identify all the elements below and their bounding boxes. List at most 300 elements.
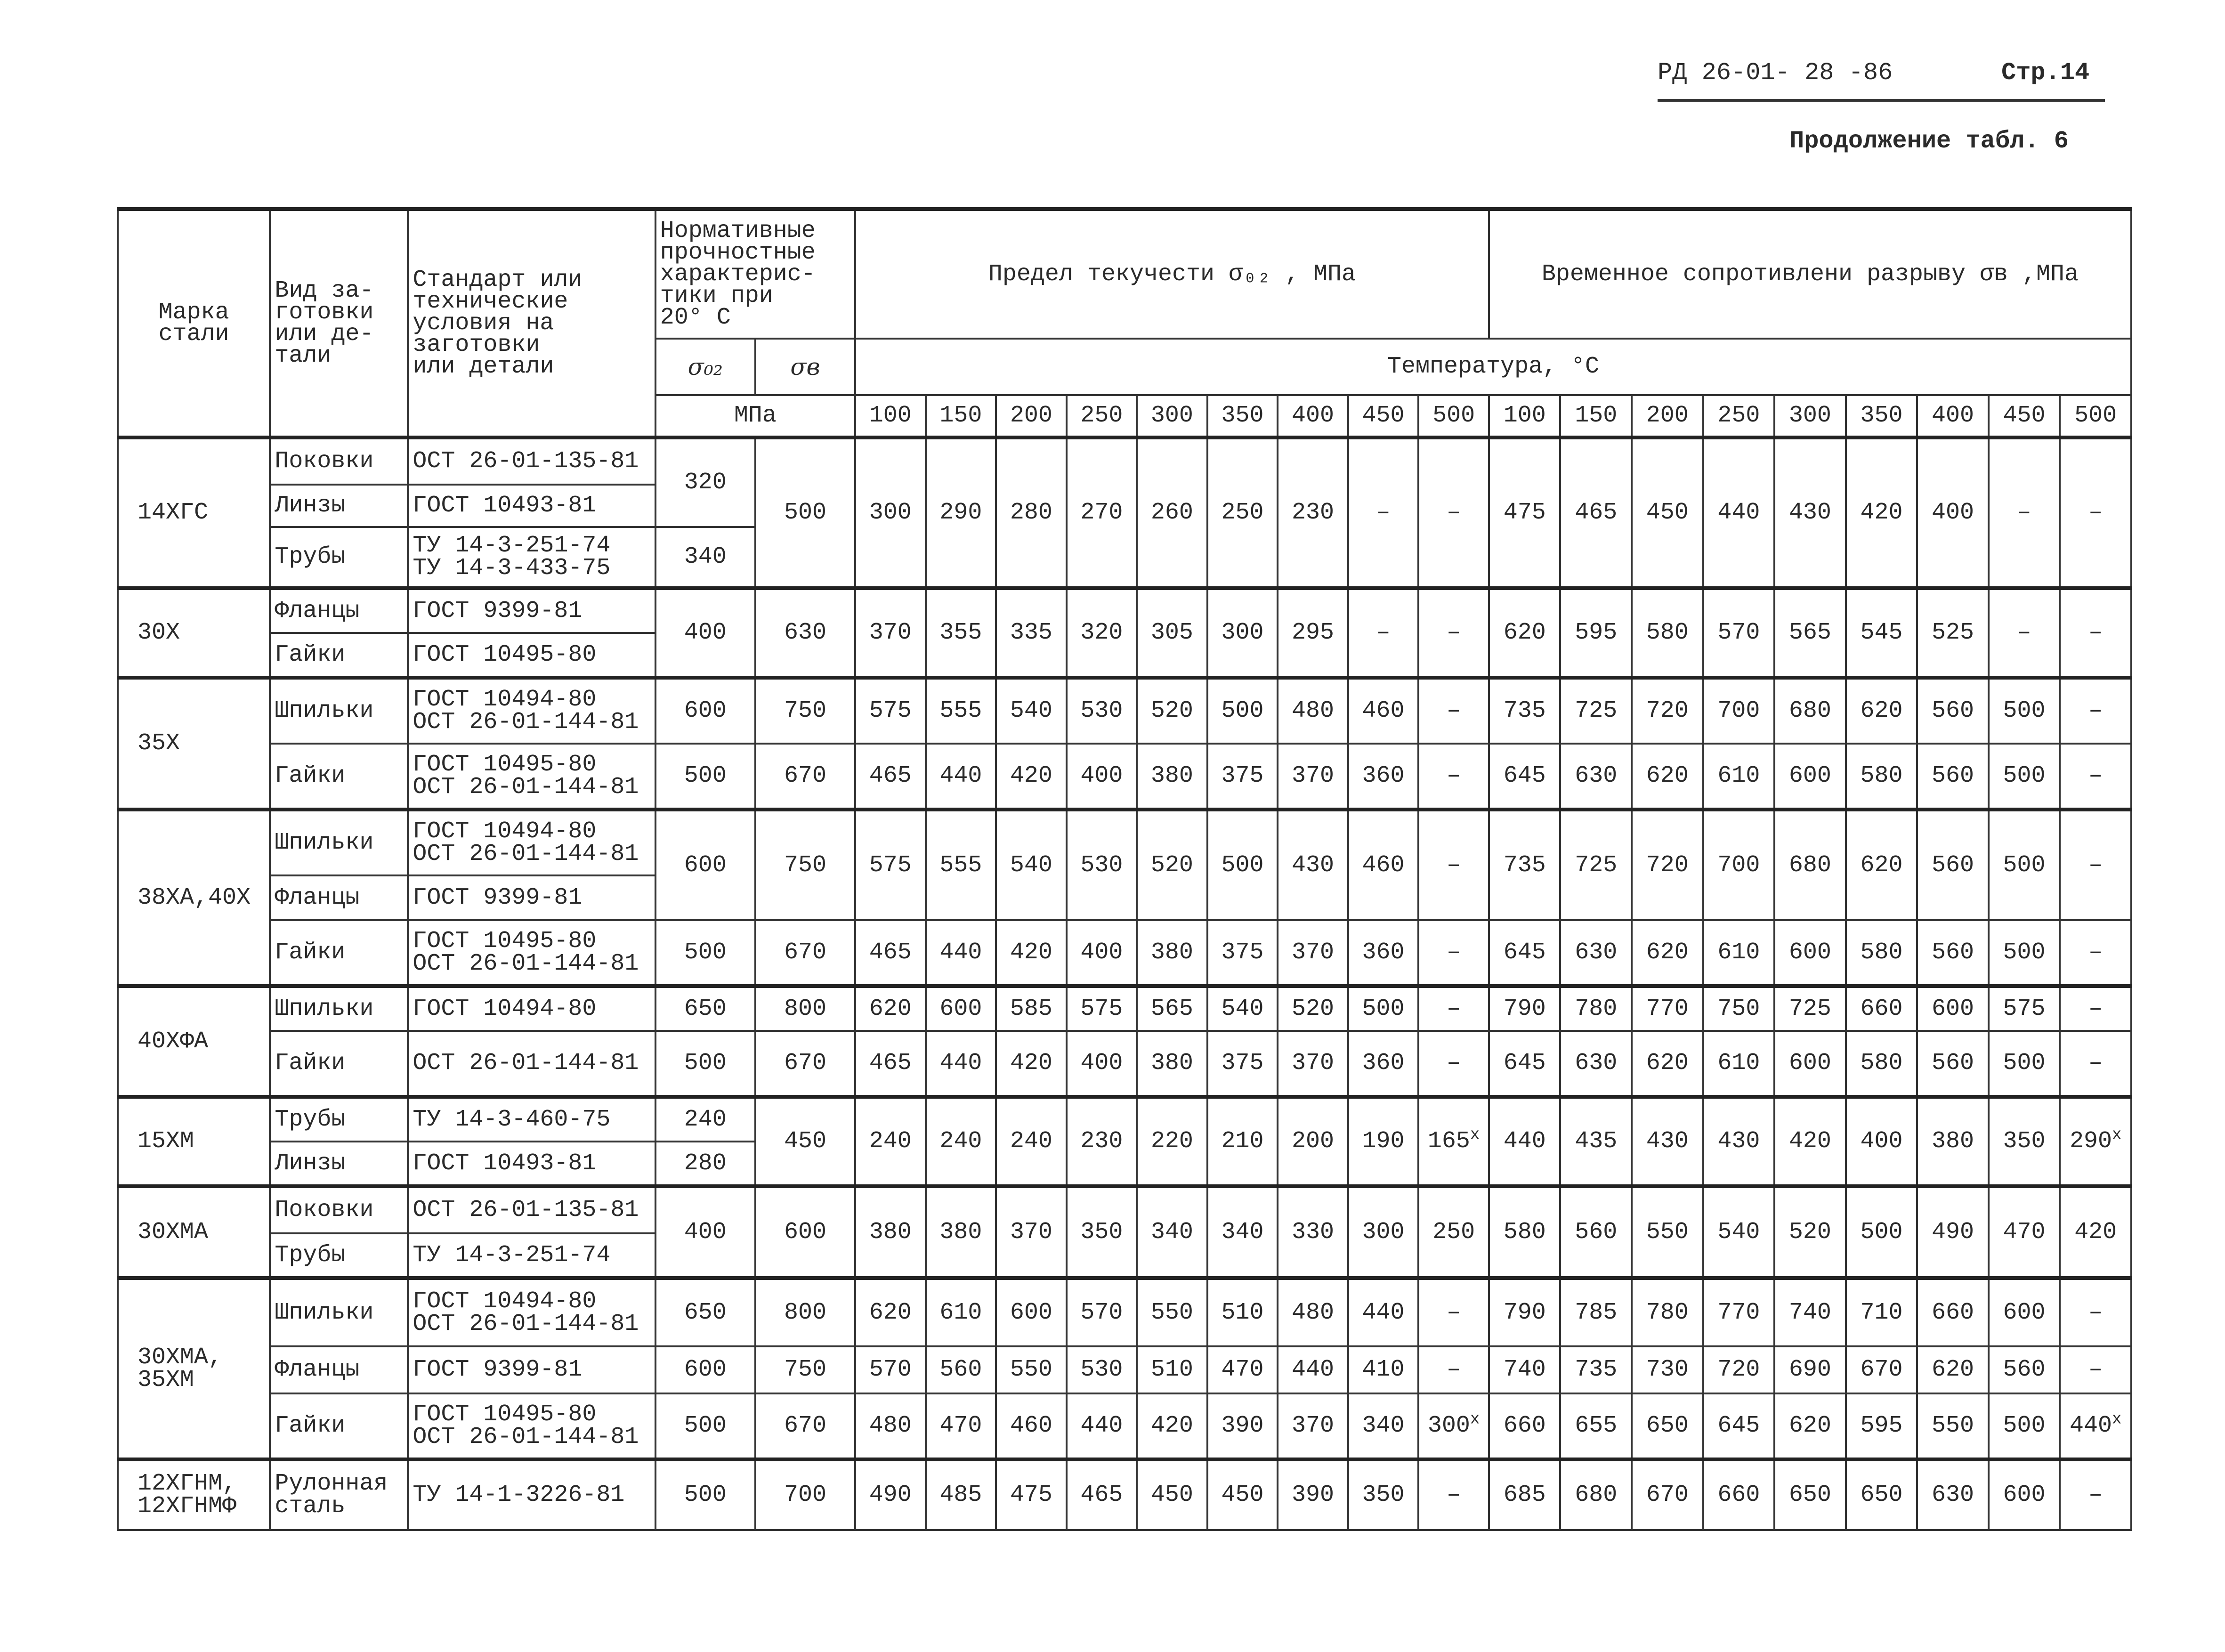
yield-value: – <box>1418 1459 1489 1530</box>
tensile-value: 600 <box>1774 920 1846 986</box>
tensile-value: 430 <box>1703 1097 1775 1186</box>
yield-value: 280 <box>996 437 1067 588</box>
value-text: 165 <box>1427 1128 1470 1155</box>
yield-value: 480 <box>1278 678 1348 744</box>
table-row <box>118 986 2131 1031</box>
tensile-value: 525 <box>1917 588 1989 678</box>
tensile-value: 630 <box>1560 1031 1632 1097</box>
tensile-value: 575 <box>1989 986 2060 1031</box>
yield-value: 300 <box>1207 588 1278 678</box>
tensile-value: 400 <box>1846 1097 1918 1186</box>
blank-type: Линзы <box>270 1142 408 1186</box>
steel-grade: 15ХМ <box>118 1097 270 1186</box>
norm-sigma02: 650 <box>655 986 755 1031</box>
standard: ГОСТ 10494-80 ОСТ 26-01-144-81 <box>408 678 655 744</box>
table-row <box>118 920 2131 986</box>
yield-value: 470 <box>926 1393 996 1459</box>
table-row <box>118 1459 2131 1530</box>
norm-sigmav: 670 <box>755 1031 855 1097</box>
tensile-value: – <box>2060 678 2131 744</box>
tensile-value: 720 <box>1632 678 1703 744</box>
norm-sigma02: 280 <box>655 1142 755 1186</box>
header-unit: МПа <box>655 395 855 437</box>
tensile-temp-header: 400 <box>1917 395 1989 437</box>
tensile-value: 780 <box>1632 1278 1703 1346</box>
tensile-value: – <box>2060 437 2131 588</box>
tensile-temp-header: 250 <box>1703 395 1775 437</box>
tensile-value: 545 <box>1846 588 1918 678</box>
tensile-value: 790 <box>1489 986 1561 1031</box>
tensile-value: 700 <box>1703 810 1775 920</box>
steel-grade: 12ХГНМ, 12ХГНМФ <box>118 1459 270 1530</box>
tensile-value: 595 <box>1846 1393 1918 1459</box>
yield-temp-header: 400 <box>1278 395 1348 437</box>
standard: ТУ 14-3-251-74 <box>408 1233 655 1278</box>
tensile-value <box>2060 1097 2131 1186</box>
yield-value: – <box>1418 588 1489 678</box>
norm-sigma02: 500 <box>655 1459 755 1530</box>
standard: ГОСТ 10495-80 ОСТ 26-01-144-81 <box>408 744 655 810</box>
tensile-value: 620 <box>1632 920 1703 986</box>
tensile-value: – <box>2060 920 2131 986</box>
norm-sigmav: 700 <box>755 1459 855 1530</box>
tensile-value: 465 <box>1560 437 1632 588</box>
standard: ГОСТ 10493-81 <box>408 1142 655 1186</box>
tensile-value: – <box>2060 1459 2131 1530</box>
yield-value: 555 <box>926 810 996 920</box>
norm-sigma02: 400 <box>655 588 755 678</box>
tensile-value: – <box>2060 1031 2131 1097</box>
yield-value: 370 <box>1278 920 1348 986</box>
yield-value: – <box>1418 986 1489 1031</box>
tensile-value <box>2060 1393 2131 1459</box>
yield-value: – <box>1418 437 1489 588</box>
blank-type: Фланцы <box>270 1346 408 1393</box>
norm-sigmav: 750 <box>755 1346 855 1393</box>
blank-type: Трубы <box>270 1097 408 1142</box>
tensile-value: 500 <box>1989 1393 2060 1459</box>
yield-value: 370 <box>1278 1393 1348 1459</box>
norm-sigma02: 600 <box>655 810 755 920</box>
yield-value: 360 <box>1348 920 1419 986</box>
tensile-value: 770 <box>1703 1278 1775 1346</box>
header-grade: Марка стали <box>118 209 270 437</box>
yield-value: 600 <box>926 986 996 1031</box>
tensile-value: 655 <box>1560 1393 1632 1459</box>
yield-value: 575 <box>855 678 926 744</box>
standard: ГОСТ 10494-80 ОСТ 26-01-144-81 <box>408 810 655 875</box>
tensile-value: 750 <box>1703 986 1775 1031</box>
tensile-value: 560 <box>1989 1346 2060 1393</box>
header-temperature: Температура, °С <box>855 339 2131 395</box>
yield-value: 420 <box>1137 1393 1207 1459</box>
yield-value <box>1418 1097 1489 1186</box>
strength-table <box>117 207 2132 1531</box>
tensile-value: 520 <box>1774 1186 1846 1278</box>
standard: ГОСТ 10495-80 ОСТ 26-01-144-81 <box>408 920 655 986</box>
norm-sigma02: 320 <box>655 437 755 527</box>
standard: ОСТ 26-01-135-81 <box>408 437 655 485</box>
yield-value: 570 <box>855 1346 926 1393</box>
steel-grade: 38ХА,40Х <box>118 810 270 986</box>
tensile-value: – <box>2060 810 2131 920</box>
tensile-value: 500 <box>1989 920 2060 986</box>
header-underline <box>1658 99 2105 102</box>
norm-sigmav: 800 <box>755 1278 855 1346</box>
tensile-value: 420 <box>1774 1097 1846 1186</box>
yield-value: 270 <box>1067 437 1137 588</box>
value-text: 440 <box>2069 1412 2112 1439</box>
standard: ГОСТ 10493-81 <box>408 485 655 527</box>
tensile-temp-header: 500 <box>2060 395 2131 437</box>
yield-value: 295 <box>1278 588 1348 678</box>
yield-value: 465 <box>855 920 926 986</box>
yield-value: 475 <box>996 1459 1067 1530</box>
yield-value: 540 <box>1207 986 1278 1031</box>
tensile-value: 735 <box>1560 1346 1632 1393</box>
standard: ГОСТ 10495-80 ОСТ 26-01-144-81 <box>408 1393 655 1459</box>
tensile-value: 500 <box>1989 1031 2060 1097</box>
yield-value: 360 <box>1348 744 1419 810</box>
norm-sigma02: 500 <box>655 1031 755 1097</box>
tensile-value: 500 <box>1846 1186 1918 1278</box>
yield-value: 480 <box>855 1393 926 1459</box>
tensile-value: 560 <box>1917 1031 1989 1097</box>
yield-value: 560 <box>926 1346 996 1393</box>
yield-value: 510 <box>1207 1278 1278 1346</box>
yield-value: 220 <box>1137 1097 1207 1186</box>
yield-value: 465 <box>855 744 926 810</box>
yield-temp-header: 300 <box>1137 395 1207 437</box>
tensile-value: 630 <box>1917 1459 1989 1530</box>
yield-value: 300 <box>1348 1186 1419 1278</box>
yield-value: – <box>1418 678 1489 744</box>
table-row <box>118 437 2131 485</box>
yield-value: 620 <box>855 986 926 1031</box>
tensile-value: 620 <box>1489 588 1561 678</box>
yield-value: 430 <box>1278 810 1348 920</box>
norm-sigma02: 240 <box>655 1097 755 1142</box>
tensile-temp-header: 350 <box>1846 395 1918 437</box>
yield-value: 240 <box>996 1097 1067 1186</box>
tensile-value: 730 <box>1632 1346 1703 1393</box>
blank-type: Трубы <box>270 1233 408 1278</box>
tensile-value: – <box>2060 744 2131 810</box>
standard: ТУ 14-3-251-74 ТУ 14-3-433-75 <box>408 527 655 588</box>
yield-value: – <box>1348 437 1419 588</box>
yield-value: 400 <box>1067 744 1137 810</box>
yield-value: 420 <box>996 1031 1067 1097</box>
tensile-value: 610 <box>1703 920 1775 986</box>
tensile-value: 620 <box>1632 744 1703 810</box>
yield-value: 380 <box>1137 1031 1207 1097</box>
yield-value: 330 <box>1278 1186 1348 1278</box>
yield-value: 520 <box>1278 986 1348 1031</box>
value-text: 300 <box>1427 1412 1470 1439</box>
yield-value: 585 <box>996 986 1067 1031</box>
tensile-value: 790 <box>1489 1278 1561 1346</box>
table-row <box>118 744 2131 810</box>
footnote-mark: х <box>1470 1410 1480 1429</box>
yield-value: 370 <box>1278 744 1348 810</box>
footnote-mark: х <box>1470 1126 1480 1144</box>
yield-value: 500 <box>1348 986 1419 1031</box>
standard: ГОСТ 10494-80 ОСТ 26-01-144-81 <box>408 1278 655 1346</box>
yield-temp-header: 450 <box>1348 395 1419 437</box>
yield-value: 350 <box>1067 1186 1137 1278</box>
table-row <box>118 678 2131 744</box>
tensile-value: 440 <box>1489 1097 1561 1186</box>
tensile-value: – <box>1989 437 2060 588</box>
tensile-value: – <box>2060 1346 2131 1393</box>
tensile-value: 420 <box>2060 1186 2131 1278</box>
norm-sigmav: 750 <box>755 678 855 744</box>
blank-type: Гайки <box>270 920 408 986</box>
yield-value: 540 <box>996 678 1067 744</box>
yield-value: 555 <box>926 678 996 744</box>
tensile-value: 600 <box>1989 1278 2060 1346</box>
page-number: Стр.14 <box>2001 59 2090 87</box>
blank-type: Фланцы <box>270 588 408 633</box>
tensile-value: 565 <box>1774 588 1846 678</box>
table-continuation-label: Продолжение табл. 6 <box>1789 127 2069 155</box>
tensile-value: 670 <box>1632 1459 1703 1530</box>
yield-value: 530 <box>1067 1346 1137 1393</box>
tensile-value: 435 <box>1560 1097 1632 1186</box>
norm-sigmav: 500 <box>755 437 855 588</box>
yield-value: 440 <box>1278 1346 1348 1393</box>
yield-value: 490 <box>855 1459 926 1530</box>
tensile-value: 650 <box>1846 1459 1918 1530</box>
tensile-value: 620 <box>1846 810 1918 920</box>
yield-value: 570 <box>1067 1278 1137 1346</box>
norm-sigma02: 340 <box>655 527 755 588</box>
yield-value: 380 <box>926 1186 996 1278</box>
yield-value: 450 <box>1207 1459 1278 1530</box>
yield-value: 200 <box>1278 1097 1348 1186</box>
tensile-value: 720 <box>1632 810 1703 920</box>
yield-value: 230 <box>1067 1097 1137 1186</box>
norm-sigma02: 600 <box>655 1346 755 1393</box>
table-row <box>118 1186 2131 1233</box>
tensile-value: 500 <box>1989 744 2060 810</box>
steel-grade: 30Х <box>118 588 270 678</box>
tensile-value: – <box>2060 588 2131 678</box>
norm-sigmav: 600 <box>755 1186 855 1278</box>
yield-value: – <box>1418 1278 1489 1346</box>
steel-grade: 40ХФА <box>118 986 270 1097</box>
yield-value: 530 <box>1067 678 1137 744</box>
yield-value: 250 <box>1207 437 1278 588</box>
yield-temp-header: 500 <box>1418 395 1489 437</box>
yield-value: 500 <box>1207 810 1278 920</box>
tensile-value: 570 <box>1703 588 1775 678</box>
footnote-mark: х <box>2112 1126 2122 1144</box>
tensile-value: 550 <box>1632 1186 1703 1278</box>
tensile-value: 620 <box>1632 1031 1703 1097</box>
tensile-value: 735 <box>1489 678 1561 744</box>
tensile-value: 560 <box>1917 920 1989 986</box>
norm-sigmav: 670 <box>755 744 855 810</box>
yield-value: 460 <box>1348 810 1419 920</box>
yield-value: 480 <box>1278 1278 1348 1346</box>
yield-value: – <box>1418 744 1489 810</box>
yield-value: – <box>1418 1031 1489 1097</box>
yield-temp-header: 350 <box>1207 395 1278 437</box>
tensile-value: 690 <box>1774 1346 1846 1393</box>
yield-value: 380 <box>1137 744 1207 810</box>
blank-type: Гайки <box>270 633 408 678</box>
yield-value: 375 <box>1207 1031 1278 1097</box>
steel-grade: 30ХМА <box>118 1186 270 1278</box>
yield-value: 370 <box>1278 1031 1348 1097</box>
standard: ГОСТ 9399-81 <box>408 1346 655 1393</box>
standard: ГОСТ 10495-80 <box>408 633 655 678</box>
header-norm-props: Нормативные прочностные характерис- тики при 20° С <box>655 209 855 339</box>
tensile-value: 645 <box>1489 744 1561 810</box>
tensile-value: 595 <box>1560 588 1632 678</box>
tensile-value: 685 <box>1489 1459 1561 1530</box>
blank-type: Шпильки <box>270 1278 408 1346</box>
blank-type: Гайки <box>270 1031 408 1097</box>
tensile-value: 740 <box>1774 1278 1846 1346</box>
standard: ОСТ 26-01-135-81 <box>408 1186 655 1233</box>
norm-sigma02: 500 <box>655 744 755 810</box>
yield-value: 550 <box>996 1346 1067 1393</box>
tensile-value: 560 <box>1917 678 1989 744</box>
tensile-temp-header: 300 <box>1774 395 1846 437</box>
value-text: 290 <box>2069 1128 2112 1155</box>
blank-type: Шпильки <box>270 678 408 744</box>
tensile-value: 500 <box>1989 678 2060 744</box>
norm-sigmav: 670 <box>755 1393 855 1459</box>
tensile-value: 580 <box>1489 1186 1561 1278</box>
tensile-value: 560 <box>1917 744 1989 810</box>
tensile-value: 475 <box>1489 437 1561 588</box>
blank-type: Поковки <box>270 437 408 485</box>
standard: ТУ 14-3-460-75 <box>408 1097 655 1142</box>
tensile-value: 680 <box>1560 1459 1632 1530</box>
tensile-value: 400 <box>1917 437 1989 588</box>
yield-value: 360 <box>1348 1031 1419 1097</box>
yield-value: 260 <box>1137 437 1207 588</box>
yield-value: 620 <box>855 1278 926 1346</box>
yield-value: – <box>1418 920 1489 986</box>
tensile-value: 645 <box>1489 1031 1561 1097</box>
yield-value: 355 <box>926 588 996 678</box>
yield-value: – <box>1418 1346 1489 1393</box>
tensile-temp-header: 150 <box>1560 395 1632 437</box>
tensile-value: 770 <box>1632 986 1703 1031</box>
norm-sigma02: 500 <box>655 920 755 986</box>
yield-value: 350 <box>1348 1459 1419 1530</box>
standard: ГОСТ 10494-80 <box>408 986 655 1031</box>
tensile-value: 440 <box>1703 437 1775 588</box>
tensile-value: 380 <box>1917 1097 1989 1186</box>
tensile-value: – <box>2060 986 2131 1031</box>
blank-type: Фланцы <box>270 875 408 920</box>
tensile-value: 740 <box>1489 1346 1561 1393</box>
yield-value: 575 <box>855 810 926 920</box>
yield-value: 530 <box>1067 810 1137 920</box>
tensile-temp-header: 450 <box>1989 395 2060 437</box>
yield-value: 230 <box>1278 437 1348 588</box>
yield-value: 440 <box>1348 1278 1419 1346</box>
tensile-value: 600 <box>1774 744 1846 810</box>
tensile-value: 420 <box>1846 437 1918 588</box>
tensile-value: 470 <box>1989 1186 2060 1278</box>
yield-value: 575 <box>1067 986 1137 1031</box>
tensile-value: 645 <box>1489 920 1561 986</box>
yield-value: 540 <box>996 810 1067 920</box>
yield-value: 550 <box>1137 1278 1207 1346</box>
yield-value: 460 <box>996 1393 1067 1459</box>
tensile-value: 540 <box>1703 1186 1775 1278</box>
tensile-value: 725 <box>1560 678 1632 744</box>
tensile-value: 680 <box>1774 678 1846 744</box>
document-code: РД 26-01- 28 -86 <box>1658 59 1893 87</box>
tensile-value: 660 <box>1703 1459 1775 1530</box>
table-row <box>118 1031 2131 1097</box>
norm-sigmav: 750 <box>755 810 855 920</box>
tensile-value: 660 <box>1846 986 1918 1031</box>
yield-value: 290 <box>926 437 996 588</box>
table-row <box>118 1346 2131 1393</box>
yield-temp-header: 250 <box>1067 395 1137 437</box>
tensile-value: 600 <box>1774 1031 1846 1097</box>
header-tensile: Временное сопротивлени разрыву σв ,МПа <box>1489 209 2131 339</box>
yield-value: 375 <box>1207 744 1278 810</box>
header-sigma02: σ₀₂ <box>655 339 755 395</box>
yield-value: 410 <box>1348 1346 1419 1393</box>
tensile-value: 700 <box>1703 678 1775 744</box>
yield-value: 210 <box>1207 1097 1278 1186</box>
yield-value: 370 <box>855 588 926 678</box>
yield-value: 440 <box>926 744 996 810</box>
footnote-mark: х <box>2112 1410 2122 1429</box>
yield-value: 460 <box>1348 678 1419 744</box>
yield-temp-header: 100 <box>855 395 926 437</box>
tensile-value: 580 <box>1632 588 1703 678</box>
blank-type: Гайки <box>270 744 408 810</box>
tensile-value: 785 <box>1560 1278 1632 1346</box>
yield-value: 520 <box>1137 810 1207 920</box>
norm-sigma02: 600 <box>655 678 755 744</box>
yield-value: 380 <box>1137 920 1207 986</box>
yield-value: 340 <box>1207 1186 1278 1278</box>
tensile-value: 650 <box>1632 1393 1703 1459</box>
tensile-value: – <box>1989 588 2060 678</box>
blank-type: Рулонная сталь <box>270 1459 408 1530</box>
tensile-value: 735 <box>1489 810 1561 920</box>
table-row <box>118 588 2131 633</box>
blank-type: Гайки <box>270 1393 408 1459</box>
yield-value: 500 <box>1207 678 1278 744</box>
yield-value: 190 <box>1348 1097 1419 1186</box>
tensile-value: 630 <box>1560 744 1632 810</box>
tensile-value: 500 <box>1989 810 2060 920</box>
yield-value: 340 <box>1137 1186 1207 1278</box>
yield-value: 600 <box>996 1278 1067 1346</box>
norm-sigmav: 450 <box>755 1097 855 1186</box>
tensile-value: 430 <box>1774 437 1846 588</box>
table-row <box>118 1393 2131 1459</box>
yield-value: 250 <box>1418 1186 1489 1278</box>
tensile-value: 600 <box>1917 986 1989 1031</box>
yield-value: 465 <box>1067 1459 1137 1530</box>
norm-sigma02: 650 <box>655 1278 755 1346</box>
blank-type: Линзы <box>270 485 408 527</box>
